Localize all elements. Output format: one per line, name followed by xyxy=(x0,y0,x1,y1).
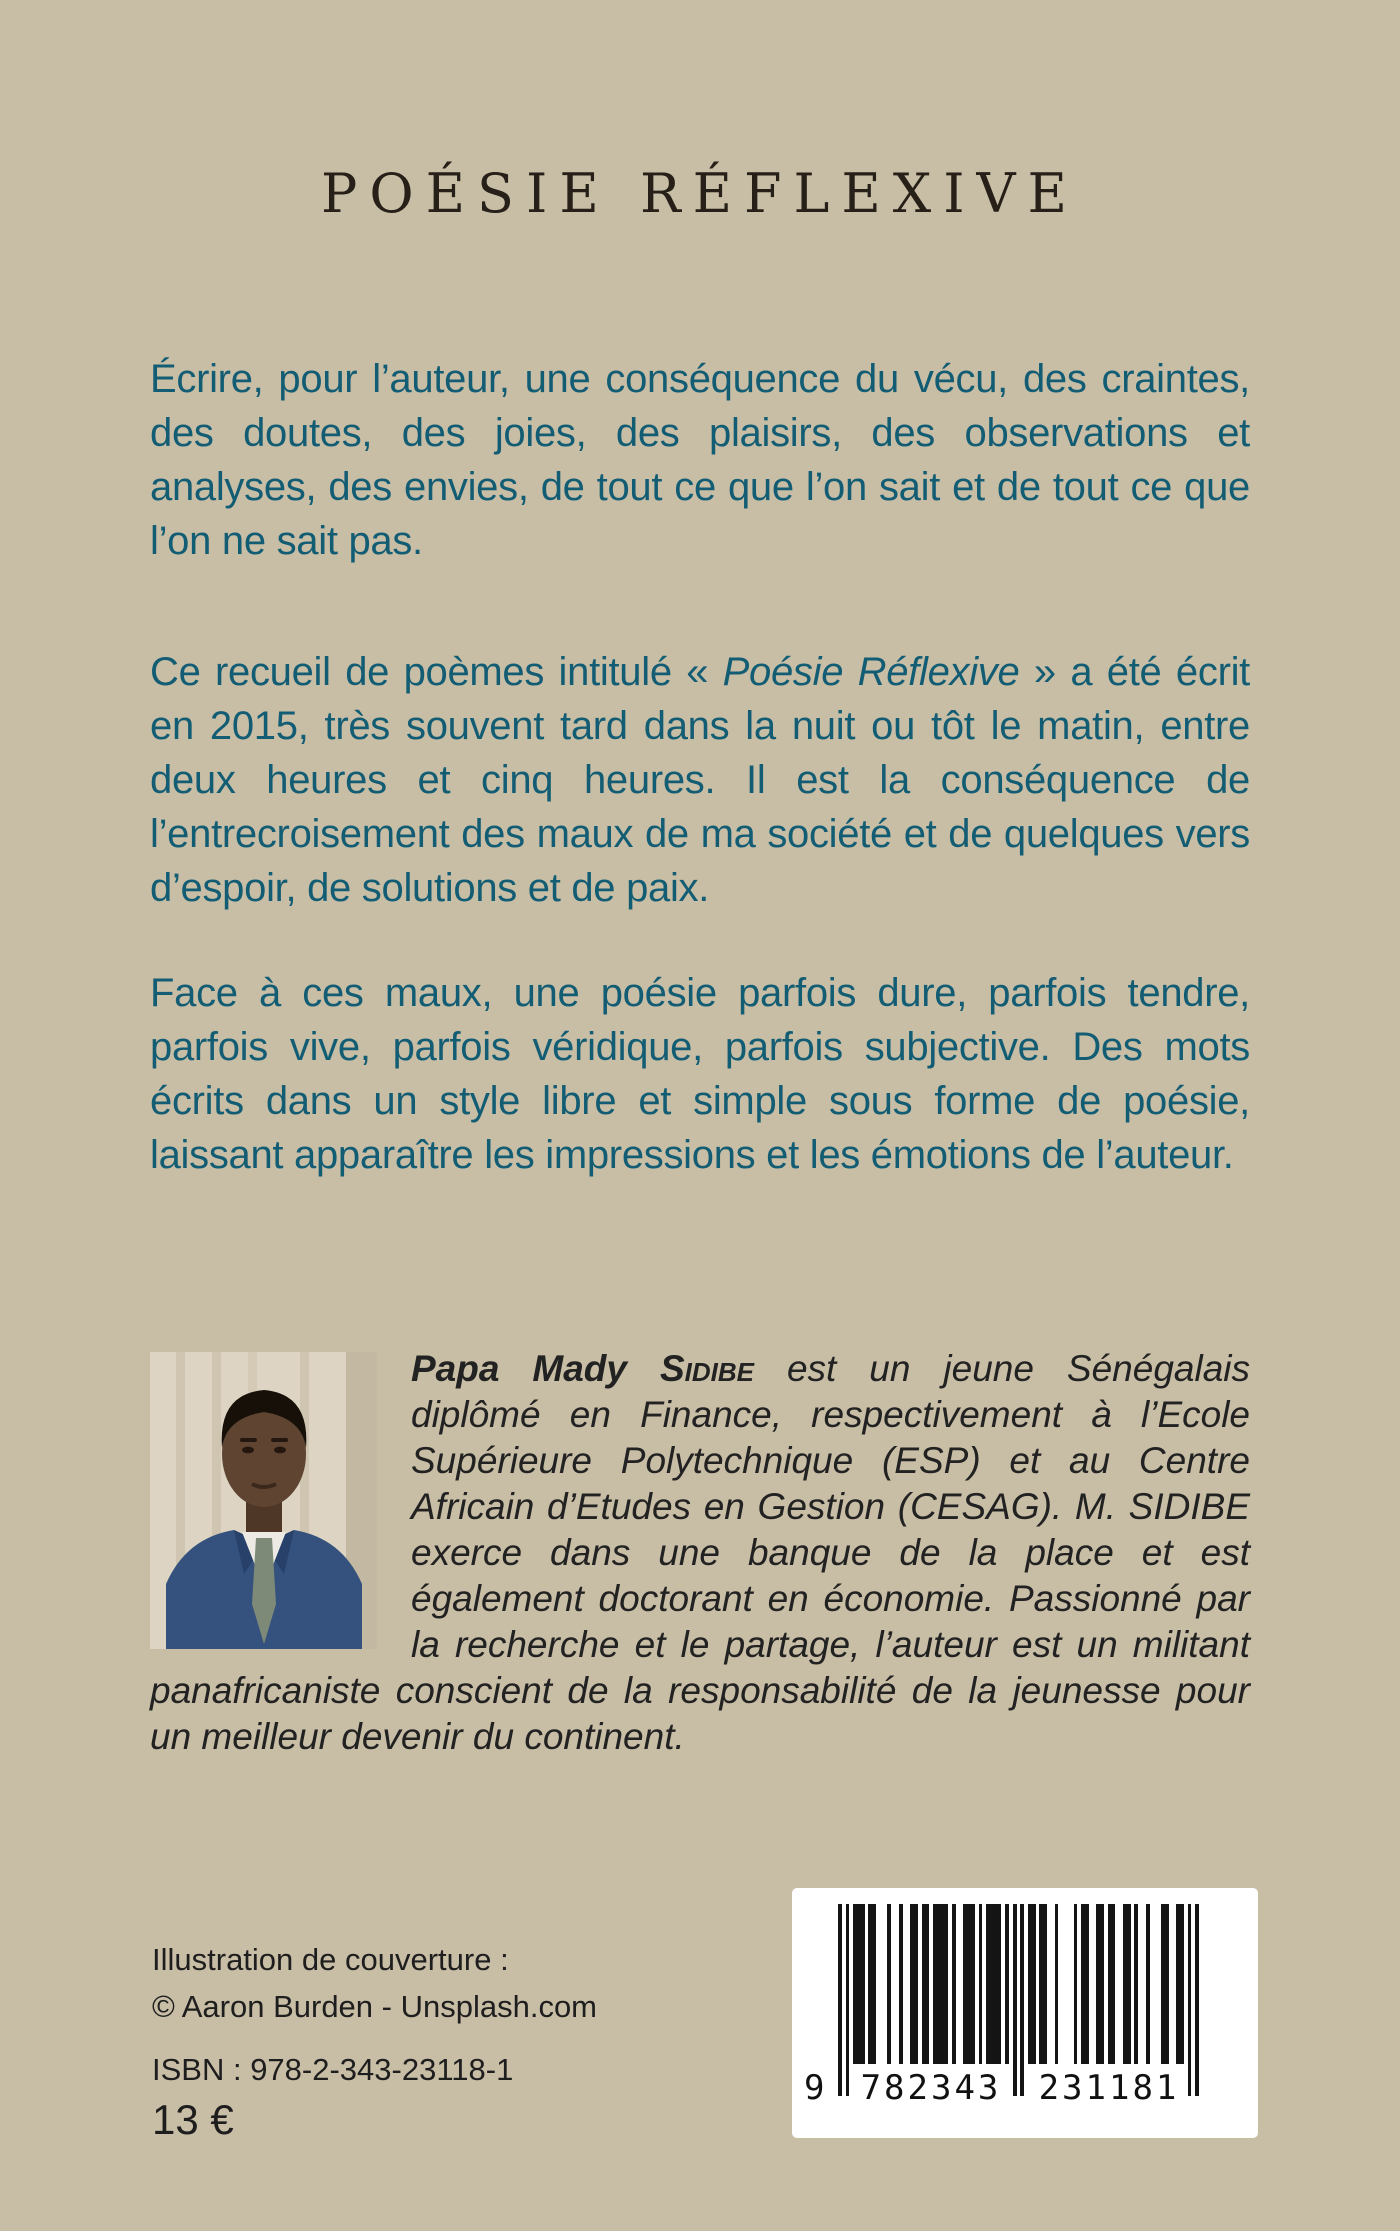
paragraph-2-book-title: Poésie Réflexive xyxy=(722,650,1020,694)
barcode-digits-left: 782343 xyxy=(860,2068,1002,2108)
author-bio-text: est un jeune Sénégalais diplômé en Finance, respectivement à l’Ecole Supérieure Polytechnique (ESP) et au Centre Africain d’Etudes en Gestion (CESAG). M. SIDIBE exerce dans une banque de la place et est également doctorant en économie. Passionné par la recherche et le partage, l’auteur est un militant panafricaniste conscient de la responsabilité de la jeunesse pour un meilleur devenir du continent. xyxy=(150,1348,1250,1757)
paragraph-2-text-before: Ce recueil de poèmes intitulé « xyxy=(150,650,723,694)
author-photo xyxy=(150,1352,377,1649)
book-title: POÉSIE RÉFLEXIVE xyxy=(321,162,1079,225)
illustration-credit-line1: Illustration de couverture : xyxy=(152,1942,509,1977)
barcode-digit-first: 9 xyxy=(804,2068,825,2108)
synopsis-paragraph-2 xyxy=(150,645,1250,915)
paragraph-2-text-after: » a été écrit en 2015, très souvent tard dans la nuit ou tôt le matin, entre deux heures et cinq heures. Il est la conséquence de l’entrecroisement des maux de ma société et de quelques vers d’espoir, de solutions et de paix. xyxy=(150,650,1250,910)
price-text: 13 € xyxy=(152,2096,234,2143)
barcode xyxy=(792,1888,1258,2138)
author-name: Papa Mady xyxy=(411,1348,660,1389)
isbn-text: ISBN : 978-2-343-23118-1 xyxy=(152,2052,514,2087)
synopsis-paragraph-1: Écrire, pour l’auteur, une conséquence du vécu, des craintes, des doutes, des joies, des plaisirs, des observations et analyses, des envies, de tout ce que l’on sait et de tout ce que l’on ne sait pas. xyxy=(150,357,1250,563)
author-surname: Sidibe xyxy=(659,1348,754,1389)
barcode-digits-right: 231181 xyxy=(1038,2068,1180,2108)
author-portrait-illustration xyxy=(150,1352,377,1649)
illustration-credit xyxy=(152,1936,597,2030)
illustration-credit-line2: © Aaron Burden - Unsplash.com xyxy=(152,1989,598,2024)
synopsis-paragraph-3: Face à ces maux, une poésie parfois dure, parfois tendre, parfois vive, parfois véridique, parfois subjective. Des mots écrits dans un style libre et simple sous forme de poésie, laissant apparaître les impressions et les émotions de l’auteur. xyxy=(150,971,1250,1177)
author-bio xyxy=(150,1346,1250,1760)
